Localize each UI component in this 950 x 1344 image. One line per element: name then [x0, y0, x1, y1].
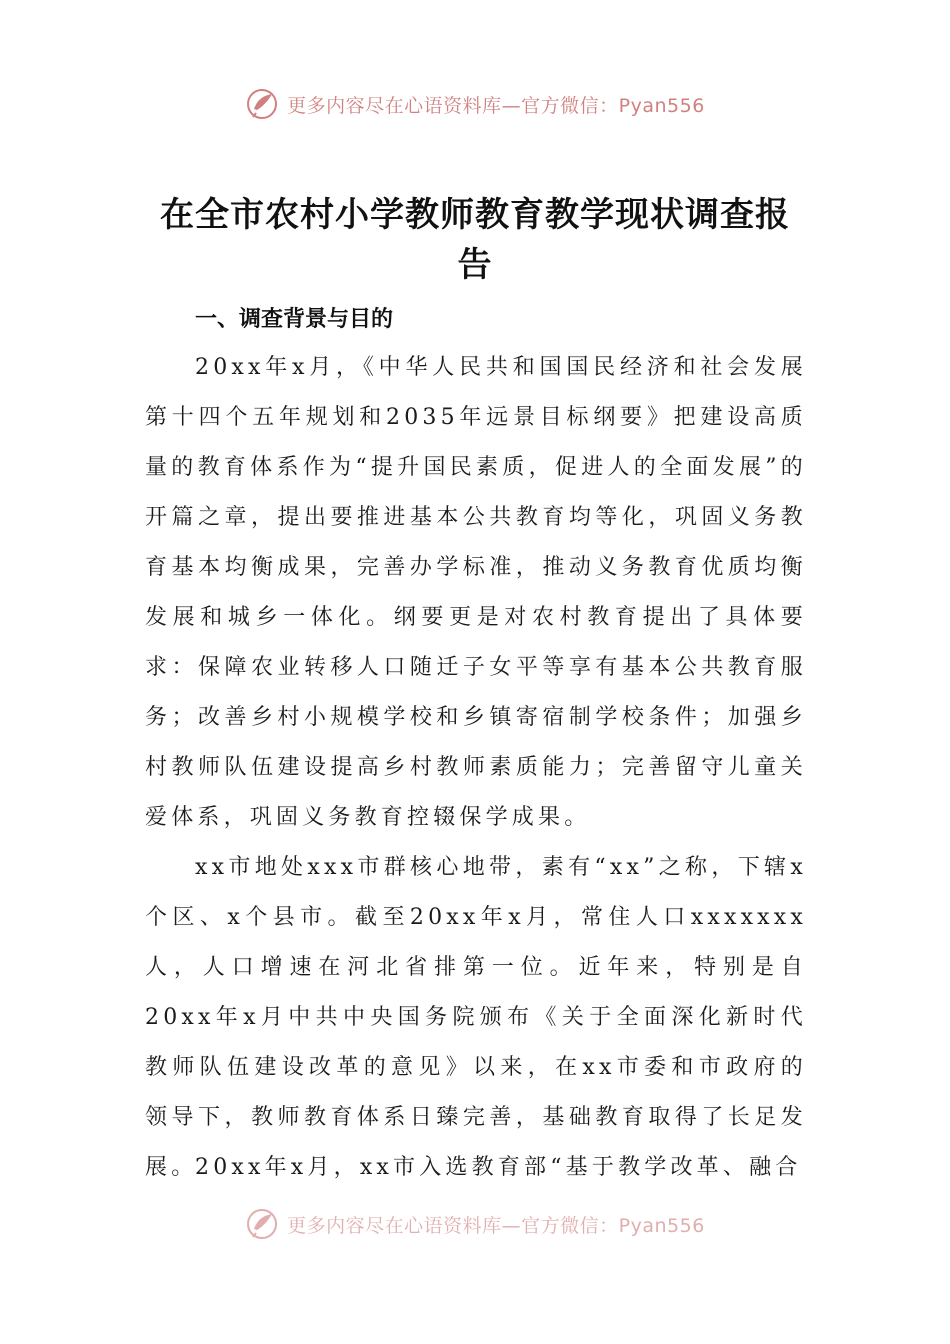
document-title: 在全市农村小学教师教育教学现状调查报告	[160, 195, 790, 285]
paragraph-background: 20xx年x月，《中华人民共和国国民经济和社会发展第十四个五年规划和2035年远景目标纲要》把建设高质量的教育体系作为“提升国民素质，促进人的全面发展”的开篇之章，提出要推进基本公共教育均等化，巩固义务教育基本均衡成果，完善办学标准，推动义务教育优质均衡发展和城乡一体化。纲要更是对农村教育提出了具体要求：保障农业转移人口随迁子女平等享有基本公共教育服务；改善乡村小规模学校和乡镇寄宿制学校条件；加强乡村教师队伍建设提高乡村教师素质能力；完善留守儿童关爱体系，巩固义务教育控辍保学成果。	[145, 355, 807, 830]
quill-heart-logo-icon	[245, 87, 279, 121]
header-watermark	[0, 84, 950, 124]
paragraph-selection: 20xx年x月，xx市入选教育部“基于教学改革、融合	[195, 1155, 802, 1180]
watermark-text: 更多内容尽在心语资料库—官方微信：Pyan556	[287, 1214, 705, 1237]
section-heading: 一、调查背景与目的	[195, 307, 394, 332]
paragraph-city-overview: xx市地处xxx市群核心地带，素有“xx”之称，下辖x个区、x个县市。截至20xx年x月，常住人口xxxxxxx人，人口增速在河北省排第一位。近年来，特别是自20xx年x月中共中央国务院颁布《关于全面深化新时代教师队伍建设改革的意见》以来，在xx市委和市政府的领导下，教师教育体系日臻完善，基础教育取得了长足发展。	[145, 855, 807, 1180]
watermark-text: 更多内容尽在心语资料库—官方微信：Pyan556	[287, 94, 705, 117]
footer-watermark	[0, 1204, 950, 1244]
quill-heart-logo-icon	[245, 1207, 279, 1241]
